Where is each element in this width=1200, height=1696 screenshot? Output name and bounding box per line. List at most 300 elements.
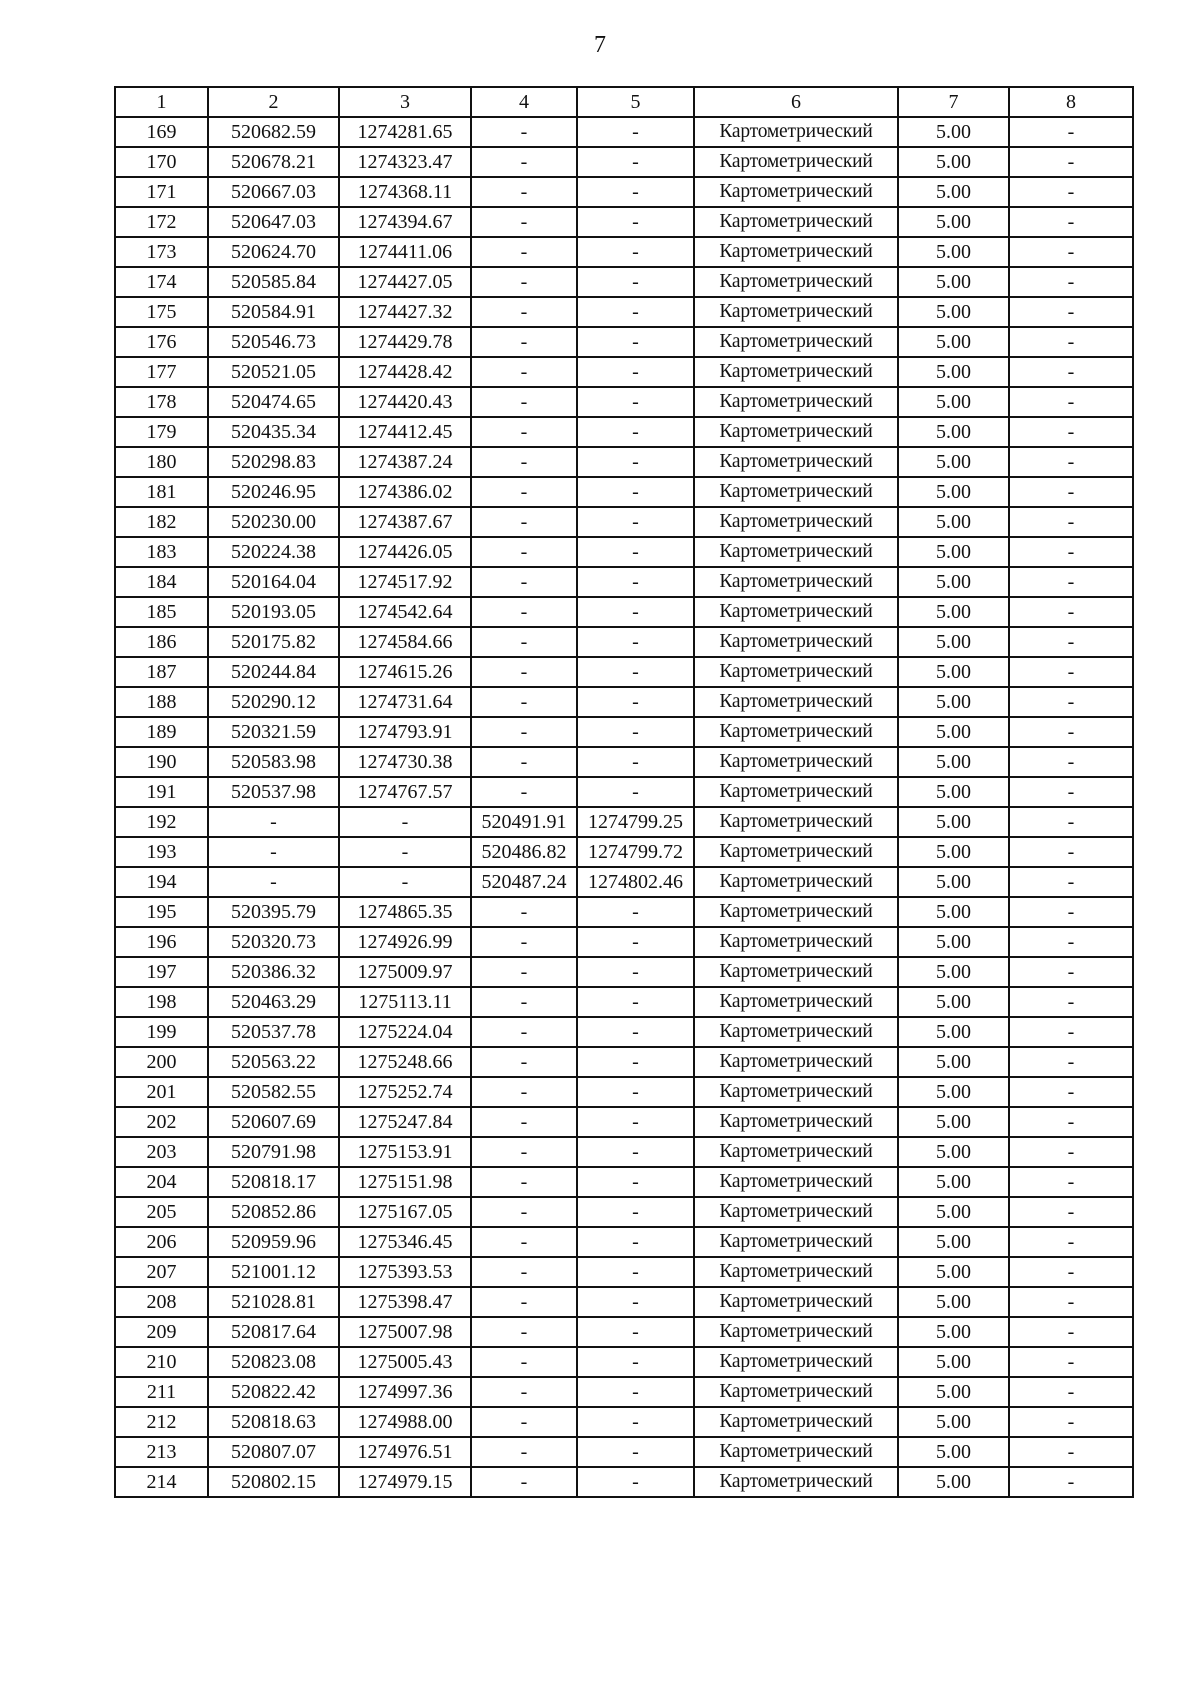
cell-point-number: 187 (115, 657, 208, 687)
cell-x-coordinate: 520817.64 (208, 1317, 339, 1347)
cell-y-new-coordinate: - (577, 1167, 694, 1197)
cell-point-number: 211 (115, 1377, 208, 1407)
cell-point-number: 202 (115, 1107, 208, 1137)
cell-point-number: 175 (115, 297, 208, 327)
cell-y-new-coordinate: - (577, 597, 694, 627)
cell-determination-method: Картометрический (694, 237, 898, 267)
cell-y-coordinate: 1274420.43 (339, 387, 471, 417)
cell-x-new-coordinate: - (471, 1077, 577, 1107)
cell-y-new-coordinate: - (577, 1467, 694, 1497)
cell-point-number: 200 (115, 1047, 208, 1077)
cell-point-number: 194 (115, 867, 208, 897)
cell-x-new-coordinate: - (471, 1467, 577, 1497)
cell-accuracy: 5.00 (898, 1167, 1009, 1197)
table-row (115, 207, 1133, 237)
table-row (115, 897, 1133, 927)
cell-y-new-coordinate: - (577, 957, 694, 987)
cell-x-coordinate: 520521.05 (208, 357, 339, 387)
cell-x-coordinate: 520193.05 (208, 597, 339, 627)
cell-description: - (1009, 777, 1133, 807)
cell-y-new-coordinate: - (577, 1137, 694, 1167)
cell-determination-method: Картометрический (694, 747, 898, 777)
cell-x-new-coordinate: - (471, 117, 577, 147)
cell-y-new-coordinate: - (577, 747, 694, 777)
cell-x-new-coordinate: - (471, 657, 577, 687)
cell-point-number: 185 (115, 597, 208, 627)
cell-y-coordinate: 1274517.92 (339, 567, 471, 597)
table-row (115, 477, 1133, 507)
cell-y-new-coordinate: - (577, 387, 694, 417)
cell-x-new-coordinate: - (471, 1167, 577, 1197)
cell-description: - (1009, 1287, 1133, 1317)
cell-y-coordinate: 1274387.24 (339, 447, 471, 477)
cell-determination-method: Картометрический (694, 807, 898, 837)
cell-determination-method: Картометрический (694, 1437, 898, 1467)
cell-point-number: 206 (115, 1227, 208, 1257)
cell-determination-method: Картометрический (694, 657, 898, 687)
cell-accuracy: 5.00 (898, 1107, 1009, 1137)
cell-y-coordinate: - (339, 867, 471, 897)
cell-y-coordinate: 1275346.45 (339, 1227, 471, 1257)
cell-y-coordinate: 1275005.43 (339, 1347, 471, 1377)
cell-y-new-coordinate: - (577, 1287, 694, 1317)
cell-accuracy: 5.00 (898, 1047, 1009, 1077)
cell-y-new-coordinate: - (577, 687, 694, 717)
cell-determination-method: Картометрический (694, 1167, 898, 1197)
cell-x-coordinate: 520791.98 (208, 1137, 339, 1167)
cell-y-new-coordinate: - (577, 1347, 694, 1377)
cell-y-new-coordinate: 1274799.72 (577, 837, 694, 867)
cell-x-coordinate: 520224.38 (208, 537, 339, 567)
cell-y-coordinate: 1274427.05 (339, 267, 471, 297)
cell-description: - (1009, 357, 1133, 387)
cell-determination-method: Картометрический (694, 117, 898, 147)
cell-description: - (1009, 897, 1133, 927)
cell-x-coordinate: 520852.86 (208, 1197, 339, 1227)
cell-y-new-coordinate: - (577, 657, 694, 687)
cell-y-new-coordinate: - (577, 327, 694, 357)
table-row (115, 1227, 1133, 1257)
cell-y-new-coordinate: - (577, 927, 694, 957)
cell-point-number: 198 (115, 987, 208, 1017)
cell-description: - (1009, 117, 1133, 147)
cell-determination-method: Картометрический (694, 867, 898, 897)
cell-accuracy: 5.00 (898, 297, 1009, 327)
table-row (115, 1317, 1133, 1347)
cell-x-coordinate: 520822.42 (208, 1377, 339, 1407)
cell-determination-method: Картометрический (694, 1317, 898, 1347)
cell-x-coordinate: 520802.15 (208, 1467, 339, 1497)
cell-determination-method: Картометрический (694, 297, 898, 327)
table-row (115, 117, 1133, 147)
cell-determination-method: Картометрический (694, 1377, 898, 1407)
header-cell-col-6: 6 (694, 87, 898, 117)
table-row (115, 1197, 1133, 1227)
cell-point-number: 199 (115, 1017, 208, 1047)
cell-x-coordinate: - (208, 807, 339, 837)
cell-y-coordinate: - (339, 837, 471, 867)
cell-description: - (1009, 927, 1133, 957)
cell-x-coordinate: 520807.07 (208, 1437, 339, 1467)
cell-x-new-coordinate: - (471, 537, 577, 567)
cell-point-number: 169 (115, 117, 208, 147)
cell-y-new-coordinate: - (577, 477, 694, 507)
cell-description: - (1009, 207, 1133, 237)
cell-x-coordinate: 520583.98 (208, 747, 339, 777)
cell-determination-method: Картометрический (694, 327, 898, 357)
cell-y-new-coordinate: - (577, 417, 694, 447)
cell-y-new-coordinate: - (577, 537, 694, 567)
cell-point-number: 190 (115, 747, 208, 777)
cell-accuracy: 5.00 (898, 597, 1009, 627)
table-row (115, 1257, 1133, 1287)
cell-accuracy: 5.00 (898, 477, 1009, 507)
table-row (115, 1467, 1133, 1497)
cell-y-new-coordinate: - (577, 1257, 694, 1287)
cell-accuracy: 5.00 (898, 357, 1009, 387)
cell-accuracy: 5.00 (898, 867, 1009, 897)
cell-accuracy: 5.00 (898, 957, 1009, 987)
cell-x-coordinate: 520298.83 (208, 447, 339, 477)
cell-description: - (1009, 1167, 1133, 1197)
cell-accuracy: 5.00 (898, 987, 1009, 1017)
cell-description: - (1009, 327, 1133, 357)
cell-x-coordinate: 520321.59 (208, 717, 339, 747)
cell-y-coordinate: 1274976.51 (339, 1437, 471, 1467)
cell-accuracy: 5.00 (898, 507, 1009, 537)
cell-x-coordinate: 520463.29 (208, 987, 339, 1017)
cell-y-coordinate: 1274368.11 (339, 177, 471, 207)
cell-accuracy: 5.00 (898, 567, 1009, 597)
table-row (115, 387, 1133, 417)
cell-accuracy: 5.00 (898, 1197, 1009, 1227)
cell-determination-method: Картометрический (694, 567, 898, 597)
cell-description: - (1009, 1047, 1133, 1077)
cell-y-coordinate: 1274926.99 (339, 927, 471, 957)
cell-x-new-coordinate: - (471, 1107, 577, 1137)
cell-determination-method: Картометрический (694, 1017, 898, 1047)
cell-description: - (1009, 1197, 1133, 1227)
table-row (115, 837, 1133, 867)
cell-point-number: 174 (115, 267, 208, 297)
cell-y-new-coordinate: - (577, 1197, 694, 1227)
table-row (115, 567, 1133, 597)
cell-x-new-coordinate: - (471, 507, 577, 537)
cell-point-number: 178 (115, 387, 208, 417)
table-row (115, 657, 1133, 687)
cell-x-coordinate: 520582.55 (208, 1077, 339, 1107)
header-cell-col-2: 2 (208, 87, 339, 117)
table-row (115, 177, 1133, 207)
cell-x-new-coordinate: - (471, 687, 577, 717)
table-row (115, 537, 1133, 567)
cell-description: - (1009, 1017, 1133, 1047)
table-row (115, 1077, 1133, 1107)
cell-description: - (1009, 1317, 1133, 1347)
cell-description: - (1009, 1227, 1133, 1257)
cell-description: - (1009, 1407, 1133, 1437)
cell-accuracy: 5.00 (898, 687, 1009, 717)
cell-x-coordinate: 521028.81 (208, 1287, 339, 1317)
cell-determination-method: Картометрический (694, 417, 898, 447)
cell-point-number: 181 (115, 477, 208, 507)
cell-y-new-coordinate: - (577, 567, 694, 597)
table-row (115, 267, 1133, 297)
table-row (115, 1167, 1133, 1197)
cell-y-coordinate: 1275393.53 (339, 1257, 471, 1287)
cell-x-new-coordinate: - (471, 1197, 577, 1227)
cell-x-new-coordinate: - (471, 1407, 577, 1437)
cell-description: - (1009, 987, 1133, 1017)
cell-determination-method: Картометрический (694, 987, 898, 1017)
header-row (115, 87, 1133, 117)
cell-accuracy: 5.00 (898, 747, 1009, 777)
cell-determination-method: Картометрический (694, 777, 898, 807)
cell-accuracy: 5.00 (898, 537, 1009, 567)
cell-description: - (1009, 267, 1133, 297)
cell-point-number: 179 (115, 417, 208, 447)
cell-y-coordinate: 1275398.47 (339, 1287, 471, 1317)
cell-x-coordinate: 520563.22 (208, 1047, 339, 1077)
cell-x-coordinate: 520395.79 (208, 897, 339, 927)
table-row (115, 867, 1133, 897)
cell-description: - (1009, 387, 1133, 417)
cell-point-number: 205 (115, 1197, 208, 1227)
cell-y-coordinate: 1274428.42 (339, 357, 471, 387)
table-row (115, 777, 1133, 807)
cell-x-coordinate: 520624.70 (208, 237, 339, 267)
cell-x-new-coordinate: - (471, 1347, 577, 1377)
cell-point-number: 173 (115, 237, 208, 267)
cell-x-coordinate: 521001.12 (208, 1257, 339, 1287)
cell-point-number: 172 (115, 207, 208, 237)
cell-point-number: 209 (115, 1317, 208, 1347)
cell-x-new-coordinate: - (471, 1377, 577, 1407)
cell-y-new-coordinate: - (577, 507, 694, 537)
cell-y-new-coordinate: - (577, 447, 694, 477)
cell-x-new-coordinate: 520487.24 (471, 867, 577, 897)
cell-x-new-coordinate: 520486.82 (471, 837, 577, 867)
cell-determination-method: Картометрический (694, 477, 898, 507)
cell-description: - (1009, 147, 1133, 177)
cell-description: - (1009, 1107, 1133, 1137)
cell-determination-method: Картометрический (694, 1347, 898, 1377)
cell-y-coordinate: 1274865.35 (339, 897, 471, 927)
cell-description: - (1009, 717, 1133, 747)
cell-y-new-coordinate: - (577, 147, 694, 177)
cell-x-new-coordinate: - (471, 237, 577, 267)
cell-x-coordinate: 520435.34 (208, 417, 339, 447)
cell-description: - (1009, 477, 1133, 507)
cell-y-coordinate: 1274542.64 (339, 597, 471, 627)
cell-x-coordinate: 520290.12 (208, 687, 339, 717)
table-row (115, 507, 1133, 537)
cell-accuracy: 5.00 (898, 207, 1009, 237)
cell-accuracy: 5.00 (898, 717, 1009, 747)
cell-point-number: 196 (115, 927, 208, 957)
cell-determination-method: Картометрический (694, 507, 898, 537)
table-row (115, 987, 1133, 1017)
cell-determination-method: Картометрический (694, 1257, 898, 1287)
cell-accuracy: 5.00 (898, 417, 1009, 447)
cell-determination-method: Картометрический (694, 147, 898, 177)
cell-determination-method: Картометрический (694, 1107, 898, 1137)
cell-description: - (1009, 507, 1133, 537)
cell-x-coordinate: 520818.17 (208, 1167, 339, 1197)
cell-x-new-coordinate: - (471, 387, 577, 417)
cell-x-new-coordinate: - (471, 147, 577, 177)
cell-determination-method: Картометрический (694, 837, 898, 867)
cell-determination-method: Картометрический (694, 177, 898, 207)
cell-x-coordinate: - (208, 867, 339, 897)
header-cell-col-7: 7 (898, 87, 1009, 117)
cell-point-number: 203 (115, 1137, 208, 1167)
cell-y-coordinate: 1274979.15 (339, 1467, 471, 1497)
cell-x-new-coordinate: - (471, 267, 577, 297)
cell-x-new-coordinate: - (471, 327, 577, 357)
cell-x-coordinate: 520175.82 (208, 627, 339, 657)
table-row (115, 597, 1133, 627)
cell-y-new-coordinate: - (577, 1317, 694, 1347)
table-row (115, 687, 1133, 717)
table-row (115, 357, 1133, 387)
cell-accuracy: 5.00 (898, 657, 1009, 687)
cell-x-new-coordinate: - (471, 1437, 577, 1467)
cell-accuracy: 5.00 (898, 387, 1009, 417)
cell-x-new-coordinate: - (471, 897, 577, 927)
cell-y-new-coordinate: - (577, 1377, 694, 1407)
cell-x-new-coordinate: - (471, 207, 577, 237)
cell-x-new-coordinate: - (471, 417, 577, 447)
cell-point-number: 183 (115, 537, 208, 567)
cell-x-new-coordinate: - (471, 447, 577, 477)
cell-y-coordinate: 1274394.67 (339, 207, 471, 237)
cell-y-coordinate: 1275007.98 (339, 1317, 471, 1347)
cell-y-coordinate: 1275153.91 (339, 1137, 471, 1167)
cell-y-new-coordinate: - (577, 987, 694, 1017)
cell-x-new-coordinate: - (471, 777, 577, 807)
cell-point-number: 180 (115, 447, 208, 477)
cell-determination-method: Картометрический (694, 717, 898, 747)
cell-y-new-coordinate: - (577, 627, 694, 657)
cell-point-number: 213 (115, 1437, 208, 1467)
cell-description: - (1009, 1257, 1133, 1287)
cell-x-new-coordinate: - (471, 297, 577, 327)
cell-point-number: 186 (115, 627, 208, 657)
cell-x-coordinate: 520246.95 (208, 477, 339, 507)
cell-x-new-coordinate: - (471, 987, 577, 1017)
table-row (115, 1347, 1133, 1377)
cell-x-coordinate: 520537.98 (208, 777, 339, 807)
cell-y-new-coordinate: - (577, 1407, 694, 1437)
cell-determination-method: Картометрический (694, 1047, 898, 1077)
cell-y-coordinate: 1274584.66 (339, 627, 471, 657)
cell-x-coordinate: 520959.96 (208, 1227, 339, 1257)
cell-point-number: 171 (115, 177, 208, 207)
cell-point-number: 201 (115, 1077, 208, 1107)
cell-description: - (1009, 867, 1133, 897)
table-header (115, 87, 1133, 117)
table-row (115, 627, 1133, 657)
cell-description: - (1009, 657, 1133, 687)
cell-x-new-coordinate: - (471, 177, 577, 207)
cell-y-coordinate: 1274988.00 (339, 1407, 471, 1437)
cell-y-new-coordinate: 1274799.25 (577, 807, 694, 837)
table-row (115, 927, 1133, 957)
cell-accuracy: 5.00 (898, 1227, 1009, 1257)
cell-accuracy: 5.00 (898, 1017, 1009, 1047)
cell-description: - (1009, 957, 1133, 987)
cell-determination-method: Картометрический (694, 927, 898, 957)
cell-x-coordinate: 520164.04 (208, 567, 339, 597)
cell-x-new-coordinate: - (471, 927, 577, 957)
cell-description: - (1009, 627, 1133, 657)
cell-x-new-coordinate: - (471, 477, 577, 507)
header-cell-col-3: 3 (339, 87, 471, 117)
cell-description: - (1009, 837, 1133, 867)
cell-x-coordinate: 520474.65 (208, 387, 339, 417)
cell-y-coordinate: 1274426.05 (339, 537, 471, 567)
table-body (115, 117, 1133, 1497)
cell-x-new-coordinate: - (471, 1047, 577, 1077)
cell-x-coordinate: 520667.03 (208, 177, 339, 207)
cell-x-coordinate: 520823.08 (208, 1347, 339, 1377)
cell-description: - (1009, 537, 1133, 567)
table-row (115, 1287, 1133, 1317)
cell-x-coordinate: 520244.84 (208, 657, 339, 687)
header-cell-col-4: 4 (471, 87, 577, 117)
table-row (115, 147, 1133, 177)
table-row (115, 1437, 1133, 1467)
cell-determination-method: Картометрический (694, 387, 898, 417)
cell-x-new-coordinate: - (471, 357, 577, 387)
table-row (115, 327, 1133, 357)
cell-determination-method: Картометрический (694, 357, 898, 387)
cell-y-coordinate: 1275247.84 (339, 1107, 471, 1137)
cell-point-number: 189 (115, 717, 208, 747)
cell-point-number: 212 (115, 1407, 208, 1437)
cell-x-new-coordinate: - (471, 627, 577, 657)
cell-x-coordinate: 520386.32 (208, 957, 339, 987)
cell-y-new-coordinate: - (577, 717, 694, 747)
cell-description: - (1009, 567, 1133, 597)
cell-x-coordinate: 520818.63 (208, 1407, 339, 1437)
cell-point-number: 170 (115, 147, 208, 177)
cell-x-coordinate: 520537.78 (208, 1017, 339, 1047)
cell-y-coordinate: 1275248.66 (339, 1047, 471, 1077)
cell-determination-method: Картометрический (694, 1467, 898, 1497)
cell-y-new-coordinate: - (577, 177, 694, 207)
cell-x-coordinate: 520647.03 (208, 207, 339, 237)
cell-x-coordinate: 520230.00 (208, 507, 339, 537)
cell-description: - (1009, 447, 1133, 477)
cell-determination-method: Картометрический (694, 1287, 898, 1317)
cell-y-new-coordinate: - (577, 297, 694, 327)
cell-description: - (1009, 417, 1133, 447)
table-row (115, 1377, 1133, 1407)
cell-determination-method: Картометрический (694, 957, 898, 987)
cell-y-coordinate: 1274997.36 (339, 1377, 471, 1407)
table-row (115, 297, 1133, 327)
cell-y-coordinate: 1275252.74 (339, 1077, 471, 1107)
cell-y-coordinate: 1274323.47 (339, 147, 471, 177)
cell-accuracy: 5.00 (898, 1377, 1009, 1407)
cell-y-new-coordinate: - (577, 897, 694, 927)
cell-accuracy: 5.00 (898, 1467, 1009, 1497)
cell-y-new-coordinate: - (577, 357, 694, 387)
cell-point-number: 210 (115, 1347, 208, 1377)
cell-y-coordinate: 1275113.11 (339, 987, 471, 1017)
